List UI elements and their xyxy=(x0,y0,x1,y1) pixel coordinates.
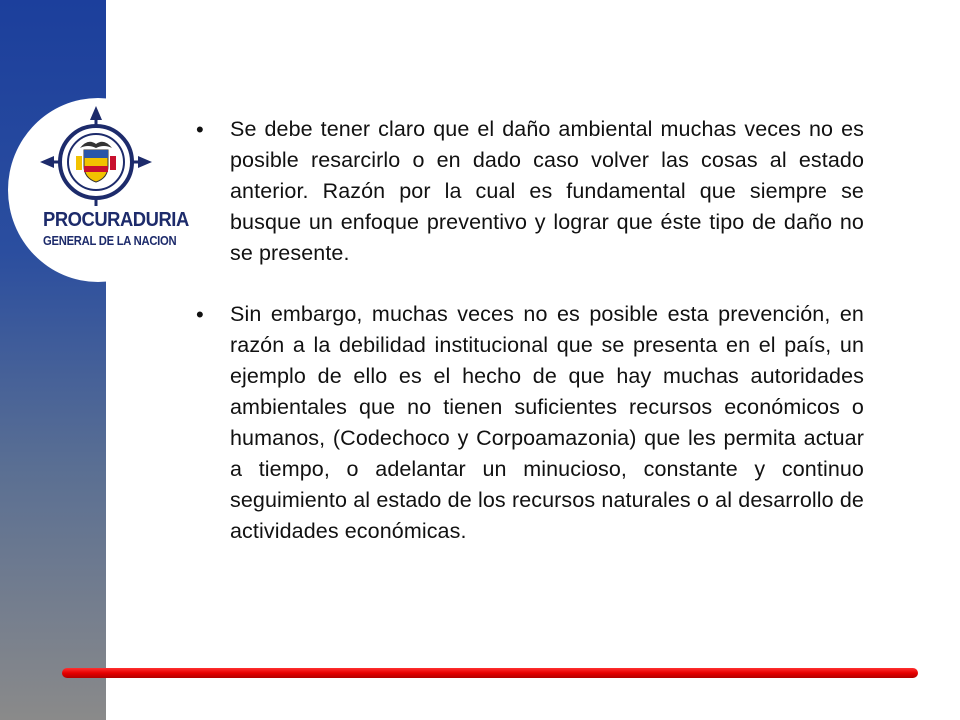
bullet-icon: • xyxy=(196,117,204,142)
logo-title: PROCURADURIA xyxy=(43,209,189,231)
bullet-item xyxy=(196,114,864,269)
slide-content xyxy=(196,114,864,577)
bullet-text: Sin embargo, muchas veces no es posible esta prevención, en razón a la debilidad institucional que se presenta en el país, un ejemplo de ello es el hecho de que hay muchas autoridades ambientales que no tienen suficientes recursos económicos o humanos, (Codechoco y Corpoamazonia) que les permita actuar a tiempo, o adelantar un minucioso, constante y continuo seguimiento al estado de los recursos naturales o al desarrollo de actividades económicas. xyxy=(230,302,864,543)
footer-rule xyxy=(62,668,918,678)
logo-subtitle: GENERAL DE LA NACION xyxy=(43,234,177,248)
bullet-text: Se debe tener claro que el daño ambiental muchas veces no es posible resarcirlo o en dado caso volver las cosas al estado anterior. Razón por la cual es fundamental que siempre se busque un enfoque preventivo y lograr que éste tipo de daño no se presente. xyxy=(230,117,864,265)
bullet-icon: • xyxy=(196,302,204,327)
bullet-item xyxy=(196,299,864,547)
